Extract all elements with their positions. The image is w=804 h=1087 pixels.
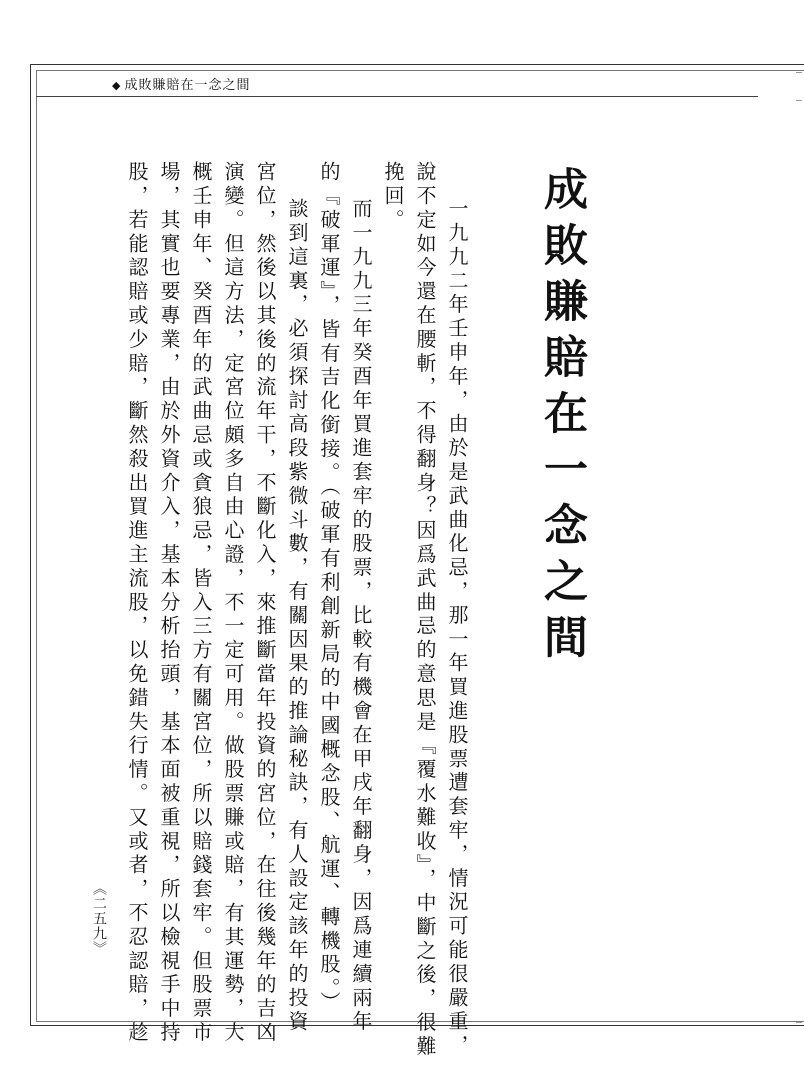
body-line: 挽回。	[381, 161, 405, 233]
edge-tick	[796, 1022, 802, 1023]
running-head-title: 成敗賺賠在一念之間	[124, 78, 251, 93]
page-number: 《二五九》	[91, 881, 107, 956]
body-line: 概壬申年、癸酉年的武曲忌或貪狼忌，皆入三方有關宮位，所以賠錢套牢。但股票市	[189, 161, 213, 1046]
diamond-marker-icon: ◆	[112, 79, 122, 92]
body-line: 而一九九三年癸酉年買進套牢的股票，比較有機會在甲戌年翻身，因爲連續兩年	[349, 198, 373, 1035]
body-line: 場，其實也要專業，由於外資介入，基本分析抬頭，基本面被重視，所以檢視手中持	[157, 161, 181, 1046]
edge-tick	[796, 100, 802, 101]
body-line: 股，若能認賠或少賠，斷然殺出買進主流股，以免錯失行情。又或者，不忍認賠，趁	[125, 161, 149, 1046]
body-line: 宮位，然後以其後的流年干，不斷化入，來推斷當年投資的宮位，在往後幾年的吉凶	[253, 161, 277, 1046]
body-line: 說不定如今還在腰斬，不得翻身？因爲武曲忌的意思是『覆水難收』，中斷之後，很難	[413, 161, 437, 1060]
header-rule	[36, 96, 758, 97]
article-title: 成敗賺賠在一念之間	[536, 166, 587, 670]
running-head	[112, 74, 250, 93]
body-line: 演變。但這方法，定宮位頗多自由心證，不一定可用。做股票賺或賠，有其運勢，大	[221, 161, 245, 1046]
body-line: 的『破軍運』，皆有吉化銜接。（破軍有利創新局的中國概念股、航運、轉機股。）	[317, 161, 341, 1016]
body-line: 談到這裏，必須探討高段紫微斗數，有關因果的推論秘訣，有人設定該年的投資	[285, 198, 309, 1035]
edge-tick	[796, 72, 802, 73]
body-line: 一九九二年壬申年，由於是武曲化忌，那一年買進股票遭套牢，情況可能很嚴重，	[445, 198, 469, 1059]
